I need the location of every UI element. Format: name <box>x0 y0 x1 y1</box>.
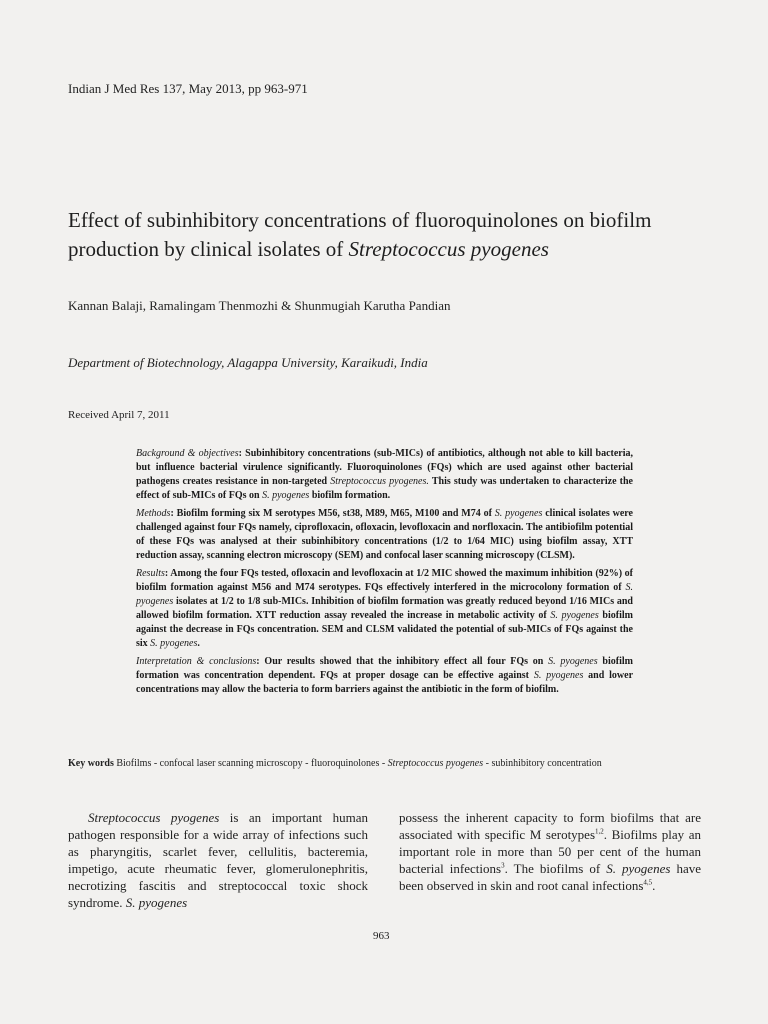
abstract-text: clinical isolates were challenged against four FQs namely, ciprofloxacin, ofloxacin, levofloxacin and norfloxacin. The antibiofilm potential of these FQs was analysed at their subinhibitory concentrations (1/2 to 1/64 MIC) using biofilm assay, XTT reduction assay, scanning electron microscopy (SEM) and confocal laser scanning microscopy (CLSM). <box>136 508 633 561</box>
species-name: S. pyogenes <box>606 861 671 876</box>
reference-marker[interactable]: 1,2 <box>595 827 604 836</box>
abstract-text: biofilm against the decrease in FQs concentration. SEM and CLSM validated the potential of sub-MICs of FQs against the six <box>136 610 633 649</box>
species-name: S. pyogenes <box>550 610 599 621</box>
species-name: S. pyogenes <box>494 508 543 519</box>
species-name: S. pyogenes <box>125 895 188 910</box>
abstract-text: This study was undertaken to characterize the effect of sub-MICs of FQs on <box>136 476 633 501</box>
abstract-text: : Subinhibitory concentrations (sub-MICs) of antibiotics, although not able to kill bacteria, but influence bacterial virulence significantly. Fluoroquinolones (FQs) which are used against other bacterial pathogens creates resistance in non-targeted <box>136 448 634 487</box>
page-number: 963 <box>373 930 390 942</box>
abstract-text: : Biofilm forming six M serotypes M56, st38, M89, M65, M100 and M74 of <box>170 508 495 519</box>
authors: Kannan Balaji, Ramalingam Thenmozhi & Shunmugiah Karutha Pandian <box>68 298 451 313</box>
received-date: Received April 7, 2011 <box>68 409 170 421</box>
body-text: have been observed in skin and root canal infections <box>399 861 702 893</box>
affiliation: Department of Biotechnology, Alagappa University, Karaikudi, India <box>68 355 428 370</box>
abstract-text: . <box>197 638 200 649</box>
abstract-heading: Background & objectives <box>136 448 239 459</box>
species-name: S. pyogenes <box>136 582 633 607</box>
abstract-methods <box>136 507 633 563</box>
species-name: Streptococcus pyogenes <box>387 758 484 769</box>
body-text: is an important human pathogen responsible for a wide array of infections such as pharyngitis, scarlet fever, cellulitis, bacteremia, impetigo, acute rheumatic fever, glomerulonephritis, necrotizing fascitis and streptococcal toxic shock syndrome. <box>68 810 369 910</box>
title-text: Effect of subinhibitory concentrations of fluoroquinolones on biofilm production by clinical isolates of <box>68 208 652 261</box>
reference-marker[interactable]: 4,5 <box>643 878 653 887</box>
body-text: . <box>652 878 656 893</box>
abstract-heading: Methods <box>136 508 171 519</box>
abstract-text: : Among the four FQs tested, ofloxacin and levofloxacin at 1/2 MIC showed the maximum inhibition (92%) of biofilm formation against M56 and M74 serotypes. FQs effectively interfered in the microcolony formation of <box>136 568 633 593</box>
abstract-text: biofilm formation. <box>309 490 391 501</box>
abstract-text: and lower concentrations may allow the bacteria to form barriers against the antibiotic in the form of biofilm. <box>136 670 634 695</box>
species-name: S. pyogenes <box>150 638 198 649</box>
reference-marker[interactable]: 3 <box>501 861 505 870</box>
abstract-text: : Our results showed that the inhibitory effect all four FQs on <box>256 656 549 667</box>
abstract <box>136 447 633 701</box>
body-text: possess the inherent capacity to form biofilms that are associated with specific M serotypes <box>399 810 701 842</box>
abstract-text: isolates at 1/2 to 1/8 sub-MICs. Inhibition of biofilm formation was greatly reduced beyond 1/16 MICs and allowed biofilm formation. XTT reduction assay revealed the increase in metabolic activity of <box>136 596 633 621</box>
body-text: . Biofilms play an important role in more than 50 per cent of the human bacterial infections <box>399 827 701 876</box>
abstract-heading: Interpretation & conclusions <box>136 656 257 667</box>
species-name: S. pyogenes <box>533 670 584 681</box>
species-name: Streptococcus pyogenes <box>88 810 220 825</box>
abstract-text: biofilm formation was concentration dependent. FQs at proper dosage can be effective against <box>136 656 633 681</box>
species-name: Streptococcus pyogenes. <box>330 476 429 487</box>
body-column-left <box>68 809 368 911</box>
body-text: . The biofilms of <box>504 861 607 876</box>
keywords-text: Biofilms - confocal laser scanning microscopy - fluoroquinolones - <box>113 758 388 769</box>
keywords-text: - subinhibitory concentration <box>483 758 602 769</box>
species-name: S. pyogenes <box>548 656 598 667</box>
body-column-right <box>399 809 701 894</box>
abstract-background <box>136 447 633 503</box>
keywords-label: Key words <box>68 758 114 769</box>
title-species: Streptococcus pyogenes <box>348 237 549 261</box>
journal-citation: Indian J Med Res 137, May 2013, pp 963-971 <box>68 81 308 96</box>
abstract-interpretation <box>136 655 633 697</box>
abstract-heading: Results <box>136 568 165 579</box>
article-title <box>68 206 708 264</box>
abstract-results <box>136 567 633 651</box>
species-name: S. pyogenes <box>262 490 310 501</box>
keywords <box>68 758 602 769</box>
